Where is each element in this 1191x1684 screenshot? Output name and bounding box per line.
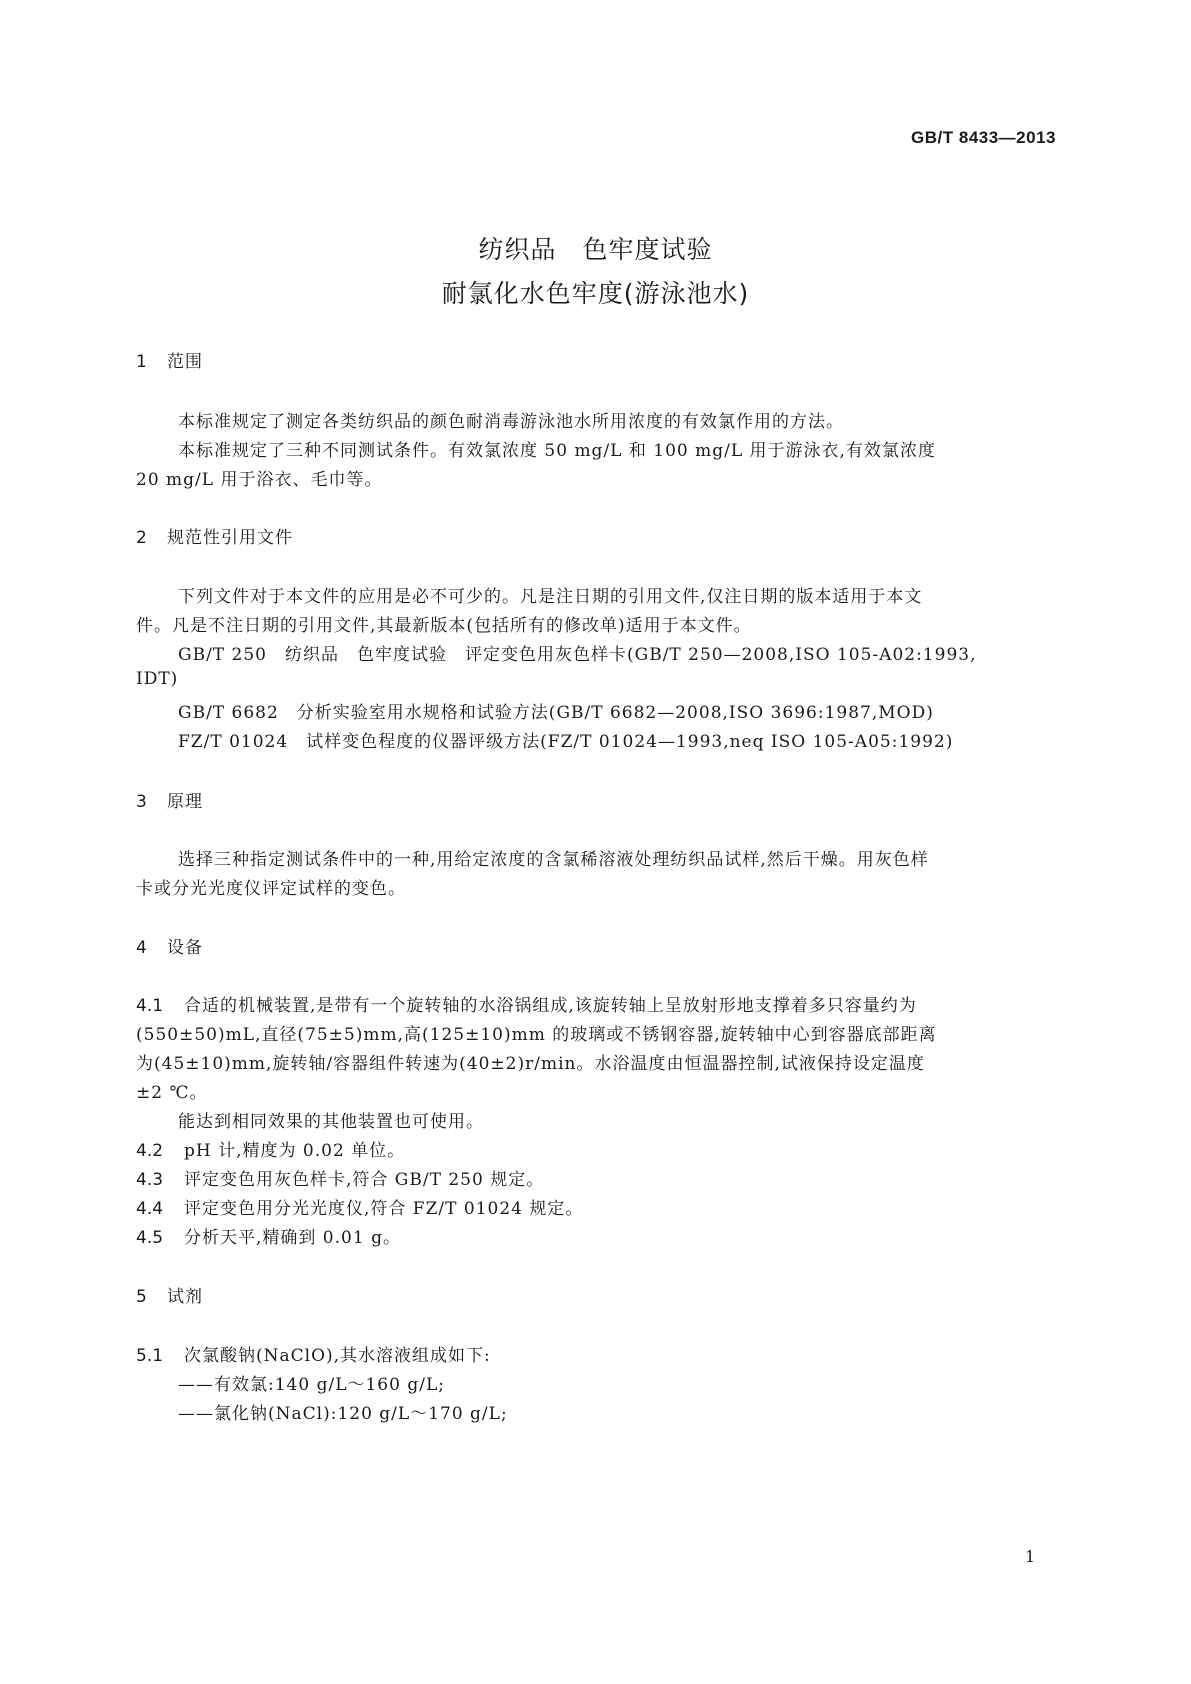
section-title: 设备	[167, 938, 203, 958]
clause-4-5	[136, 1223, 1056, 1248]
paragraph-line: 能达到相同效果的其他装置也可使用。	[178, 1112, 484, 1132]
clause-number: 5.1	[136, 1346, 164, 1366]
clause-5-1	[136, 1341, 1056, 1366]
section-4-heading	[136, 933, 203, 958]
clause-4-4	[136, 1194, 1056, 1219]
clause-text: 合适的机械装置,是带有一个旋转轴的水浴锅组成,该旋转轴上呈放射形地支撑着多只容量约为	[184, 996, 917, 1016]
list-item: ——有效氯:140 g/L～160 g/L;	[178, 1375, 445, 1395]
paragraph-line: 卡或分光光度仪评定试样的变色。	[136, 879, 406, 899]
section-title: 范围	[167, 352, 203, 372]
clause-4-2	[136, 1136, 1056, 1161]
section-number: 1	[136, 352, 148, 372]
section-number: 4	[136, 938, 148, 958]
clause-text: 评定变色用分光光度仪,符合 FZ/T 01024 规定。	[184, 1199, 584, 1219]
reference-line: GB/T 250 纺织品 色牢度试验 评定变色用灰色样卡(GB/T 250—2008,ISO 105-A02:1993,	[178, 645, 977, 665]
section-2-heading	[136, 523, 293, 548]
section-title: 原理	[167, 792, 203, 812]
page-number: 1	[1025, 1547, 1036, 1566]
clause-number: 4.3	[136, 1170, 164, 1190]
section-title: 规范性引用文件	[167, 528, 293, 548]
clause-number: 4.5	[136, 1228, 164, 1248]
clause-text: 次氯酸钠(NaClO),其水溶液组成如下:	[184, 1346, 491, 1366]
paragraph-line: (550±50)mL,直径(75±5)mm,高(125±10)mm 的玻璃或不锈钢容器,旋转轴中心到容器底部距离	[136, 1025, 937, 1045]
clause-text: pH 计,精度为 0.02 单位。	[184, 1141, 406, 1161]
reference-line: FZ/T 01024 试样变色程度的仪器评级方法(FZ/T 01024—1993,neq ISO 105-A05:1992)	[178, 732, 954, 752]
clause-4-3	[136, 1165, 1056, 1190]
paragraph-line: 为(45±10)mm,旋转轴/容器组件转速为(40±2)r/min。水浴温度由恒温器控制,试液保持设定温度	[136, 1054, 925, 1074]
section-5-heading	[136, 1282, 203, 1307]
clause-number: 4.1	[136, 996, 164, 1016]
title-line-1: 纺织品 色牢度试验	[478, 235, 713, 264]
paragraph-line: ±2 ℃。	[136, 1083, 208, 1103]
section-title: 试剂	[167, 1287, 203, 1307]
paragraph-line: 件。凡是不注日期的引用文件,其最新版本(包括所有的修改单)适用于本文件。	[136, 616, 752, 636]
paragraph-line: 选择三种指定测试条件中的一种,用给定浓度的含氯稀溶液处理纺织品试样,然后干燥。用灰色样	[178, 850, 929, 870]
title-line-2: 耐氯化水色牢度(游泳池水)	[441, 279, 750, 308]
clause-number: 4.2	[136, 1141, 164, 1161]
list-item: ——氯化钠(NaCl):120 g/L～170 g/L;	[178, 1404, 508, 1424]
clause-4-1	[136, 991, 1056, 1016]
section-1-heading	[136, 347, 203, 372]
section-3-heading	[136, 787, 203, 812]
reference-line: GB/T 6682 分析实验室用水规格和试验方法(GB/T 6682—2008,ISO 3696:1987,MOD)	[178, 703, 934, 723]
section-number: 5	[136, 1287, 148, 1307]
paragraph-line: 下列文件对于本文件的应用是必不可少的。凡是注日期的引用文件,仅注日期的版本适用于本文	[178, 587, 923, 607]
standard-code: GB/T 8433—2013	[911, 128, 1056, 147]
reference-line: IDT)	[136, 669, 179, 689]
clause-text: 评定变色用灰色样卡,符合 GB/T 250 规定。	[184, 1170, 545, 1190]
paragraph-line: 本标准规定了测定各类纺织品的颜色耐消毒游泳池水所用浓度的有效氯作用的方法。	[178, 412, 844, 432]
section-number: 2	[136, 528, 148, 548]
paragraph-line: 20 mg/L 用于浴衣、毛巾等。	[136, 470, 383, 490]
clause-text: 分析天平,精确到 0.01 g。	[184, 1228, 401, 1248]
section-number: 3	[136, 792, 148, 812]
paragraph-line: 本标准规定了三种不同测试条件。有效氯浓度 50 mg/L 和 100 mg/L 用于游泳衣,有效氯浓度	[178, 441, 936, 461]
clause-number: 4.4	[136, 1199, 164, 1219]
